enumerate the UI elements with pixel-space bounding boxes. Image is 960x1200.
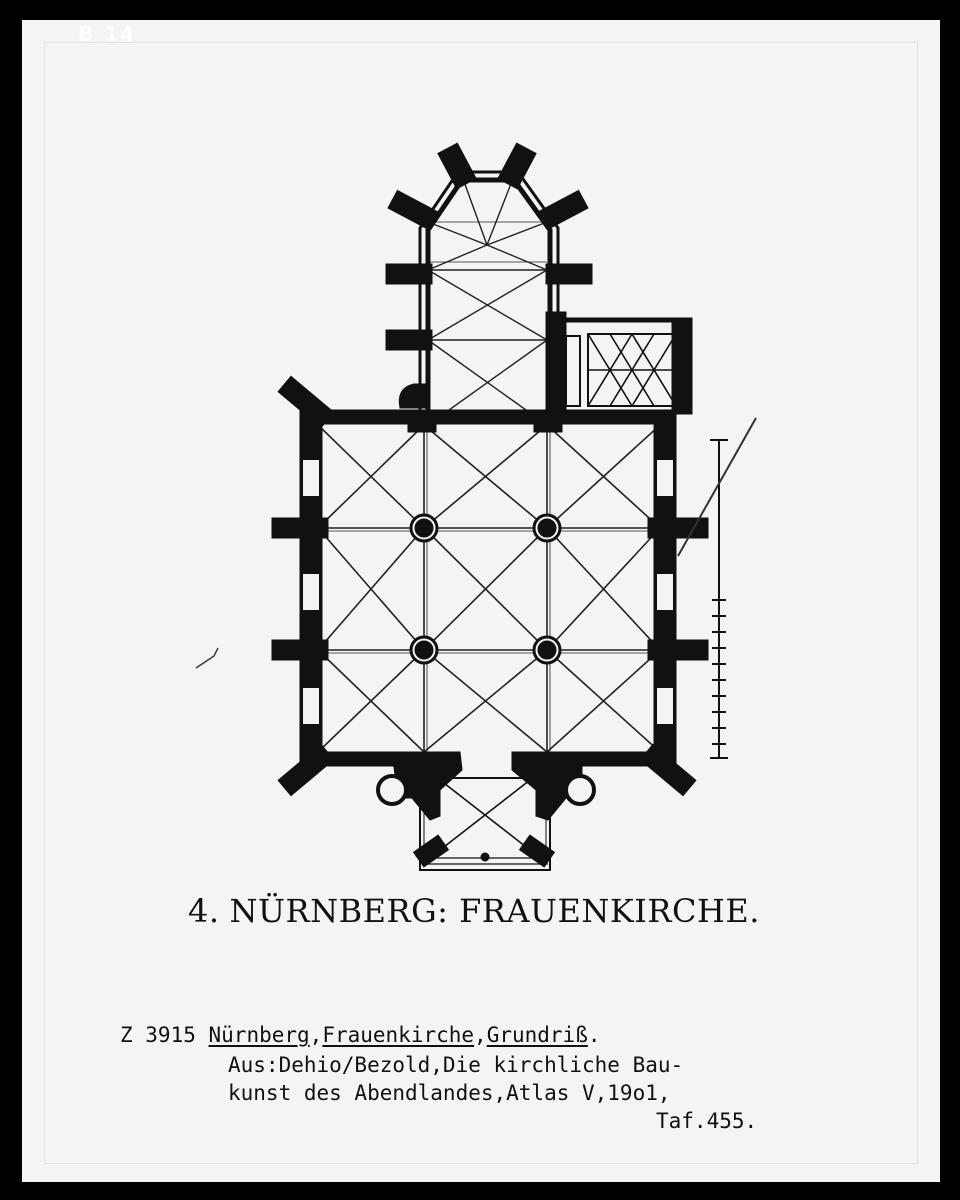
catalog-place: Nürnberg — [208, 1023, 310, 1047]
plate-heading: NÜRNBERG: FRAUENKIRCHE. — [229, 892, 760, 930]
catalog-kind: Grundriß — [486, 1023, 588, 1047]
catalog-line-1: Z 3915 Nürnberg,Frauenkirche,Grundriß. — [120, 1023, 601, 1047]
catalog-building: Frauenkirche — [322, 1023, 475, 1047]
nave-vault-ribs — [318, 425, 660, 752]
pencil-mark — [678, 418, 756, 556]
catalog-source-2: kunst des Abendlandes,Atlas V,19o1, — [228, 1081, 671, 1105]
catalog-source-1: Aus:Dehio/Bezold,Die kirchliche Bau- — [228, 1053, 684, 1077]
sacristy — [564, 320, 692, 412]
scale-bar — [710, 440, 728, 758]
catalog-id: Z 3915 — [120, 1023, 196, 1047]
choir-walls — [386, 143, 592, 420]
corner-mark: B 14 — [78, 22, 137, 46]
choir-vault-ribs — [428, 176, 547, 425]
west-facade-towers — [378, 752, 594, 820]
plate-number: 4. — [188, 892, 220, 930]
catalog-plate-ref: Taf.455. — [656, 1109, 758, 1133]
pencil-mark-small — [196, 648, 218, 668]
plate-title — [188, 892, 828, 930]
